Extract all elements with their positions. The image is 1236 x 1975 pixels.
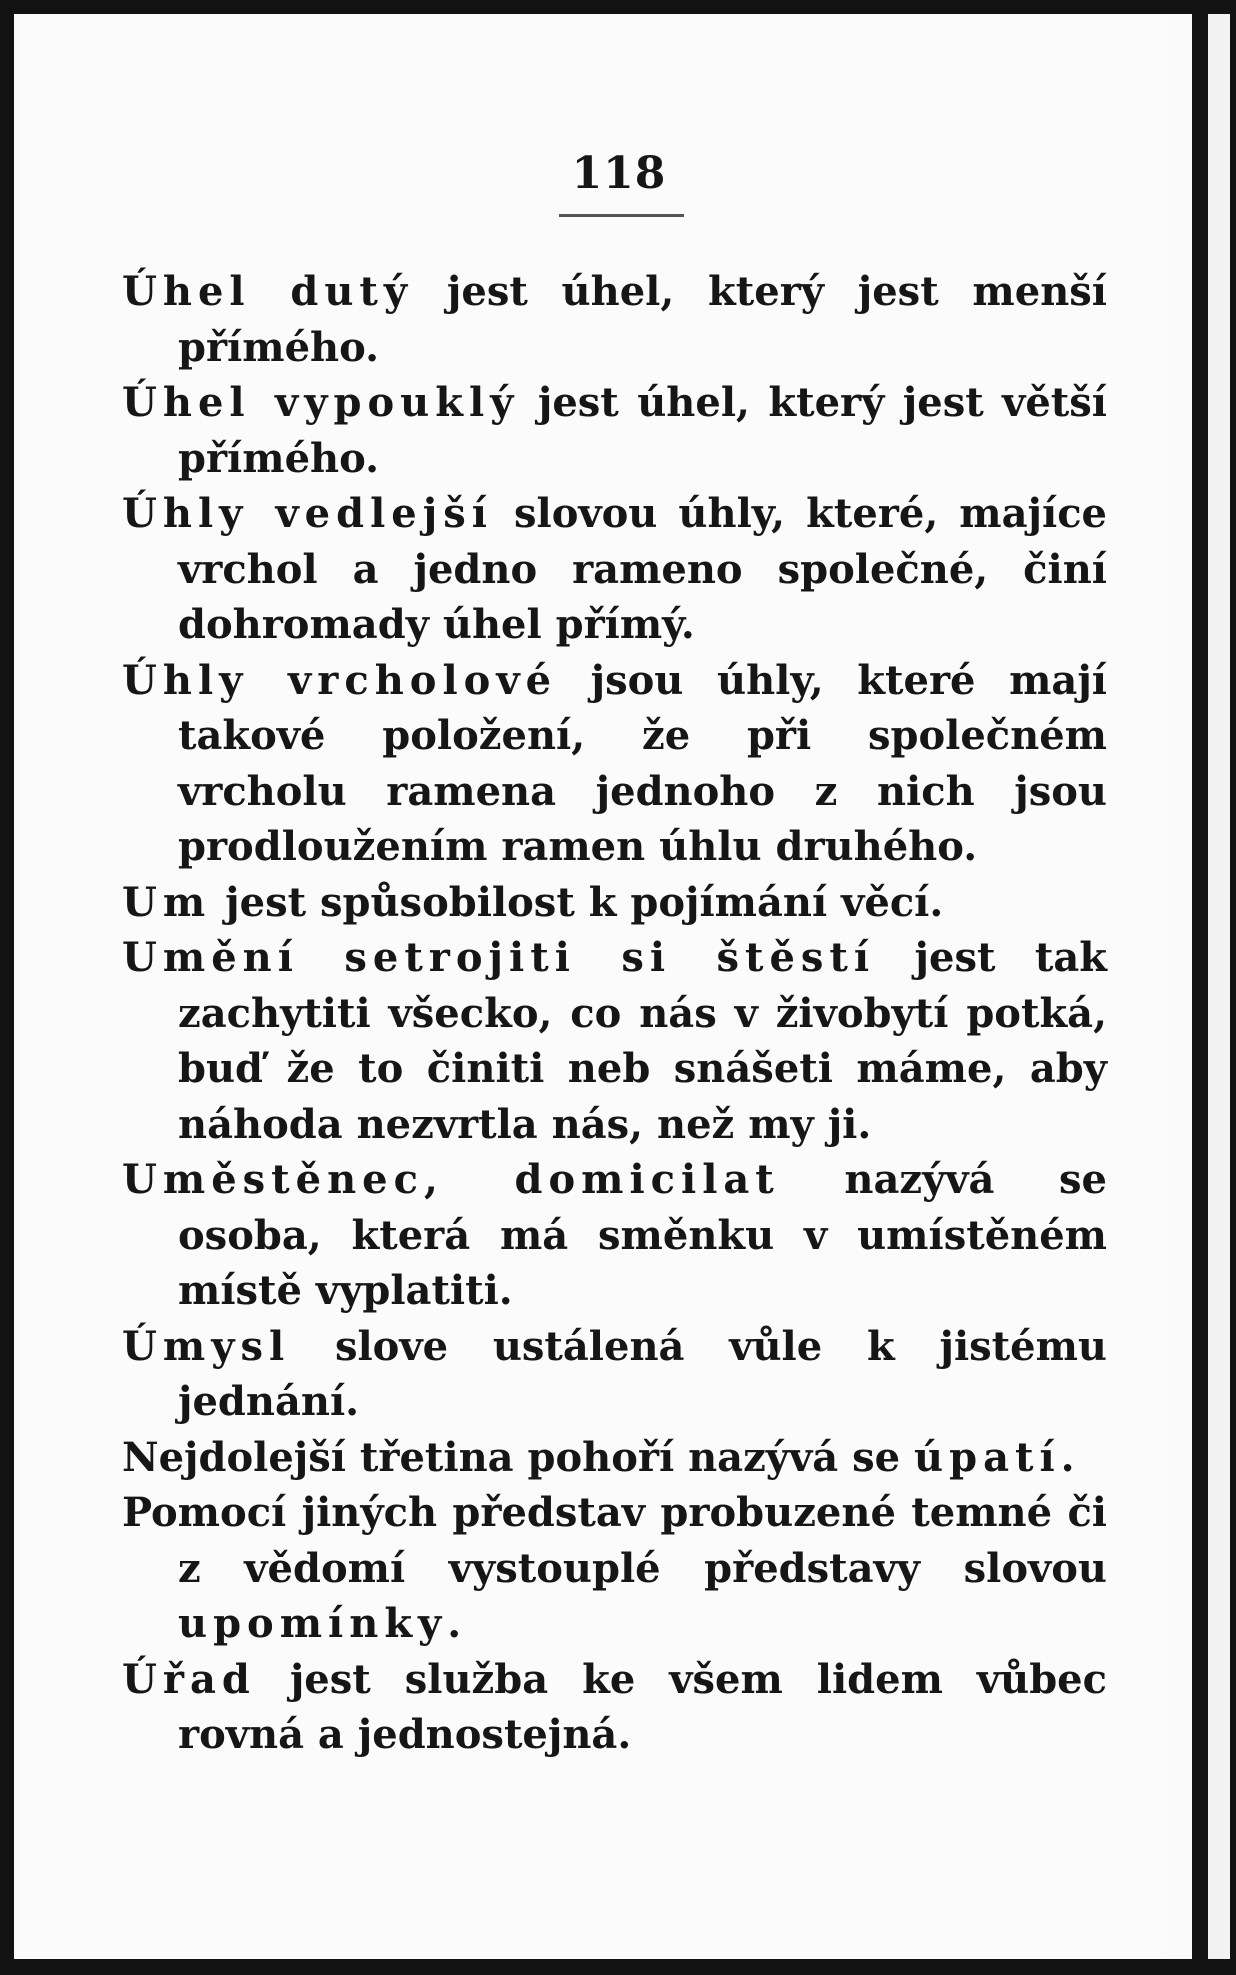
- glossary-entry: [122, 875, 1107, 931]
- page-number-rule: [559, 214, 684, 217]
- page-number: 118: [571, 148, 667, 199]
- entry-term: Úhly vrcholové: [122, 656, 558, 704]
- entry-text: jest úhel, který jest větší přímého.: [178, 379, 1107, 482]
- entry-text: jest spůsobilost k pojímání věcí.: [211, 878, 944, 926]
- entry-term: Úmysl: [122, 1322, 291, 1370]
- entry-lead-text: Pomocí jiných představ probuzené temné či z vědomí vystouplé představy slovou: [122, 1489, 1107, 1592]
- glossary-entry: [122, 1319, 1107, 1430]
- glossary-entry: [122, 653, 1107, 875]
- adjacent-page-edge: [1208, 14, 1230, 1959]
- glossary-entry: [122, 1152, 1107, 1319]
- glossary-entry: [122, 486, 1107, 653]
- entry-term: Uměstěnec, domicilat: [122, 1156, 780, 1203]
- entry-term: Umění setrojiti si štěstí: [122, 934, 876, 981]
- entry-lead-text: Nejdolejší třetina pohoří nazývá se: [122, 1433, 915, 1481]
- glossary-entry: [122, 930, 1107, 1152]
- entry-text: jsou úhly, které mají takové položení, že při společném vrcholu ramena jednoho z nich jsou prodloužením ramen úhlu druhého.: [178, 656, 1107, 870]
- entry-term: upomínky: [178, 1600, 448, 1647]
- glossary-entries: [122, 264, 1107, 1763]
- entry-text: jest služba ke všem lidem vůbec rovná a jednostejná.: [178, 1655, 1107, 1758]
- right-edge-scan-border: [1192, 0, 1236, 1975]
- entry-term: Úřad: [122, 1655, 256, 1703]
- entry-text: jest tak zachytiti všecko, co nás v živobytí potká, buď že to činiti neb snášeti máme, aby náhoda nezvrtla nás, než my ji.: [178, 934, 1107, 1148]
- entry-text: jest úhel, který jest menší přímého.: [178, 268, 1107, 371]
- entry-term: Um: [122, 878, 212, 926]
- entry-text: nazývá se osoba, která má směnku v umístěném místě vyplatiti.: [178, 1156, 1108, 1314]
- entry-term: Úhly vedlejší: [122, 490, 493, 537]
- entry-text: .: [1060, 1433, 1075, 1481]
- entry-text: slove ustálená vůle k jistému jednání.: [178, 1322, 1107, 1425]
- entry-text: slovou úhly, které, majíce vrchol a jedno rameno společné, činí dohromady úhel přímý.: [178, 490, 1107, 648]
- glossary-entry: [122, 1485, 1107, 1652]
- glossary-entry: [122, 1430, 1107, 1486]
- entry-term: Úhel vypouklý: [122, 379, 520, 426]
- glossary-entry: [122, 264, 1107, 375]
- book-page: [14, 14, 1164, 1959]
- glossary-entry: [122, 1652, 1107, 1763]
- entry-term: Úhel dutý: [122, 268, 414, 315]
- entry-term: úpatí: [914, 1433, 1061, 1481]
- entry-text: .: [447, 1600, 462, 1647]
- glossary-entry: [122, 375, 1107, 486]
